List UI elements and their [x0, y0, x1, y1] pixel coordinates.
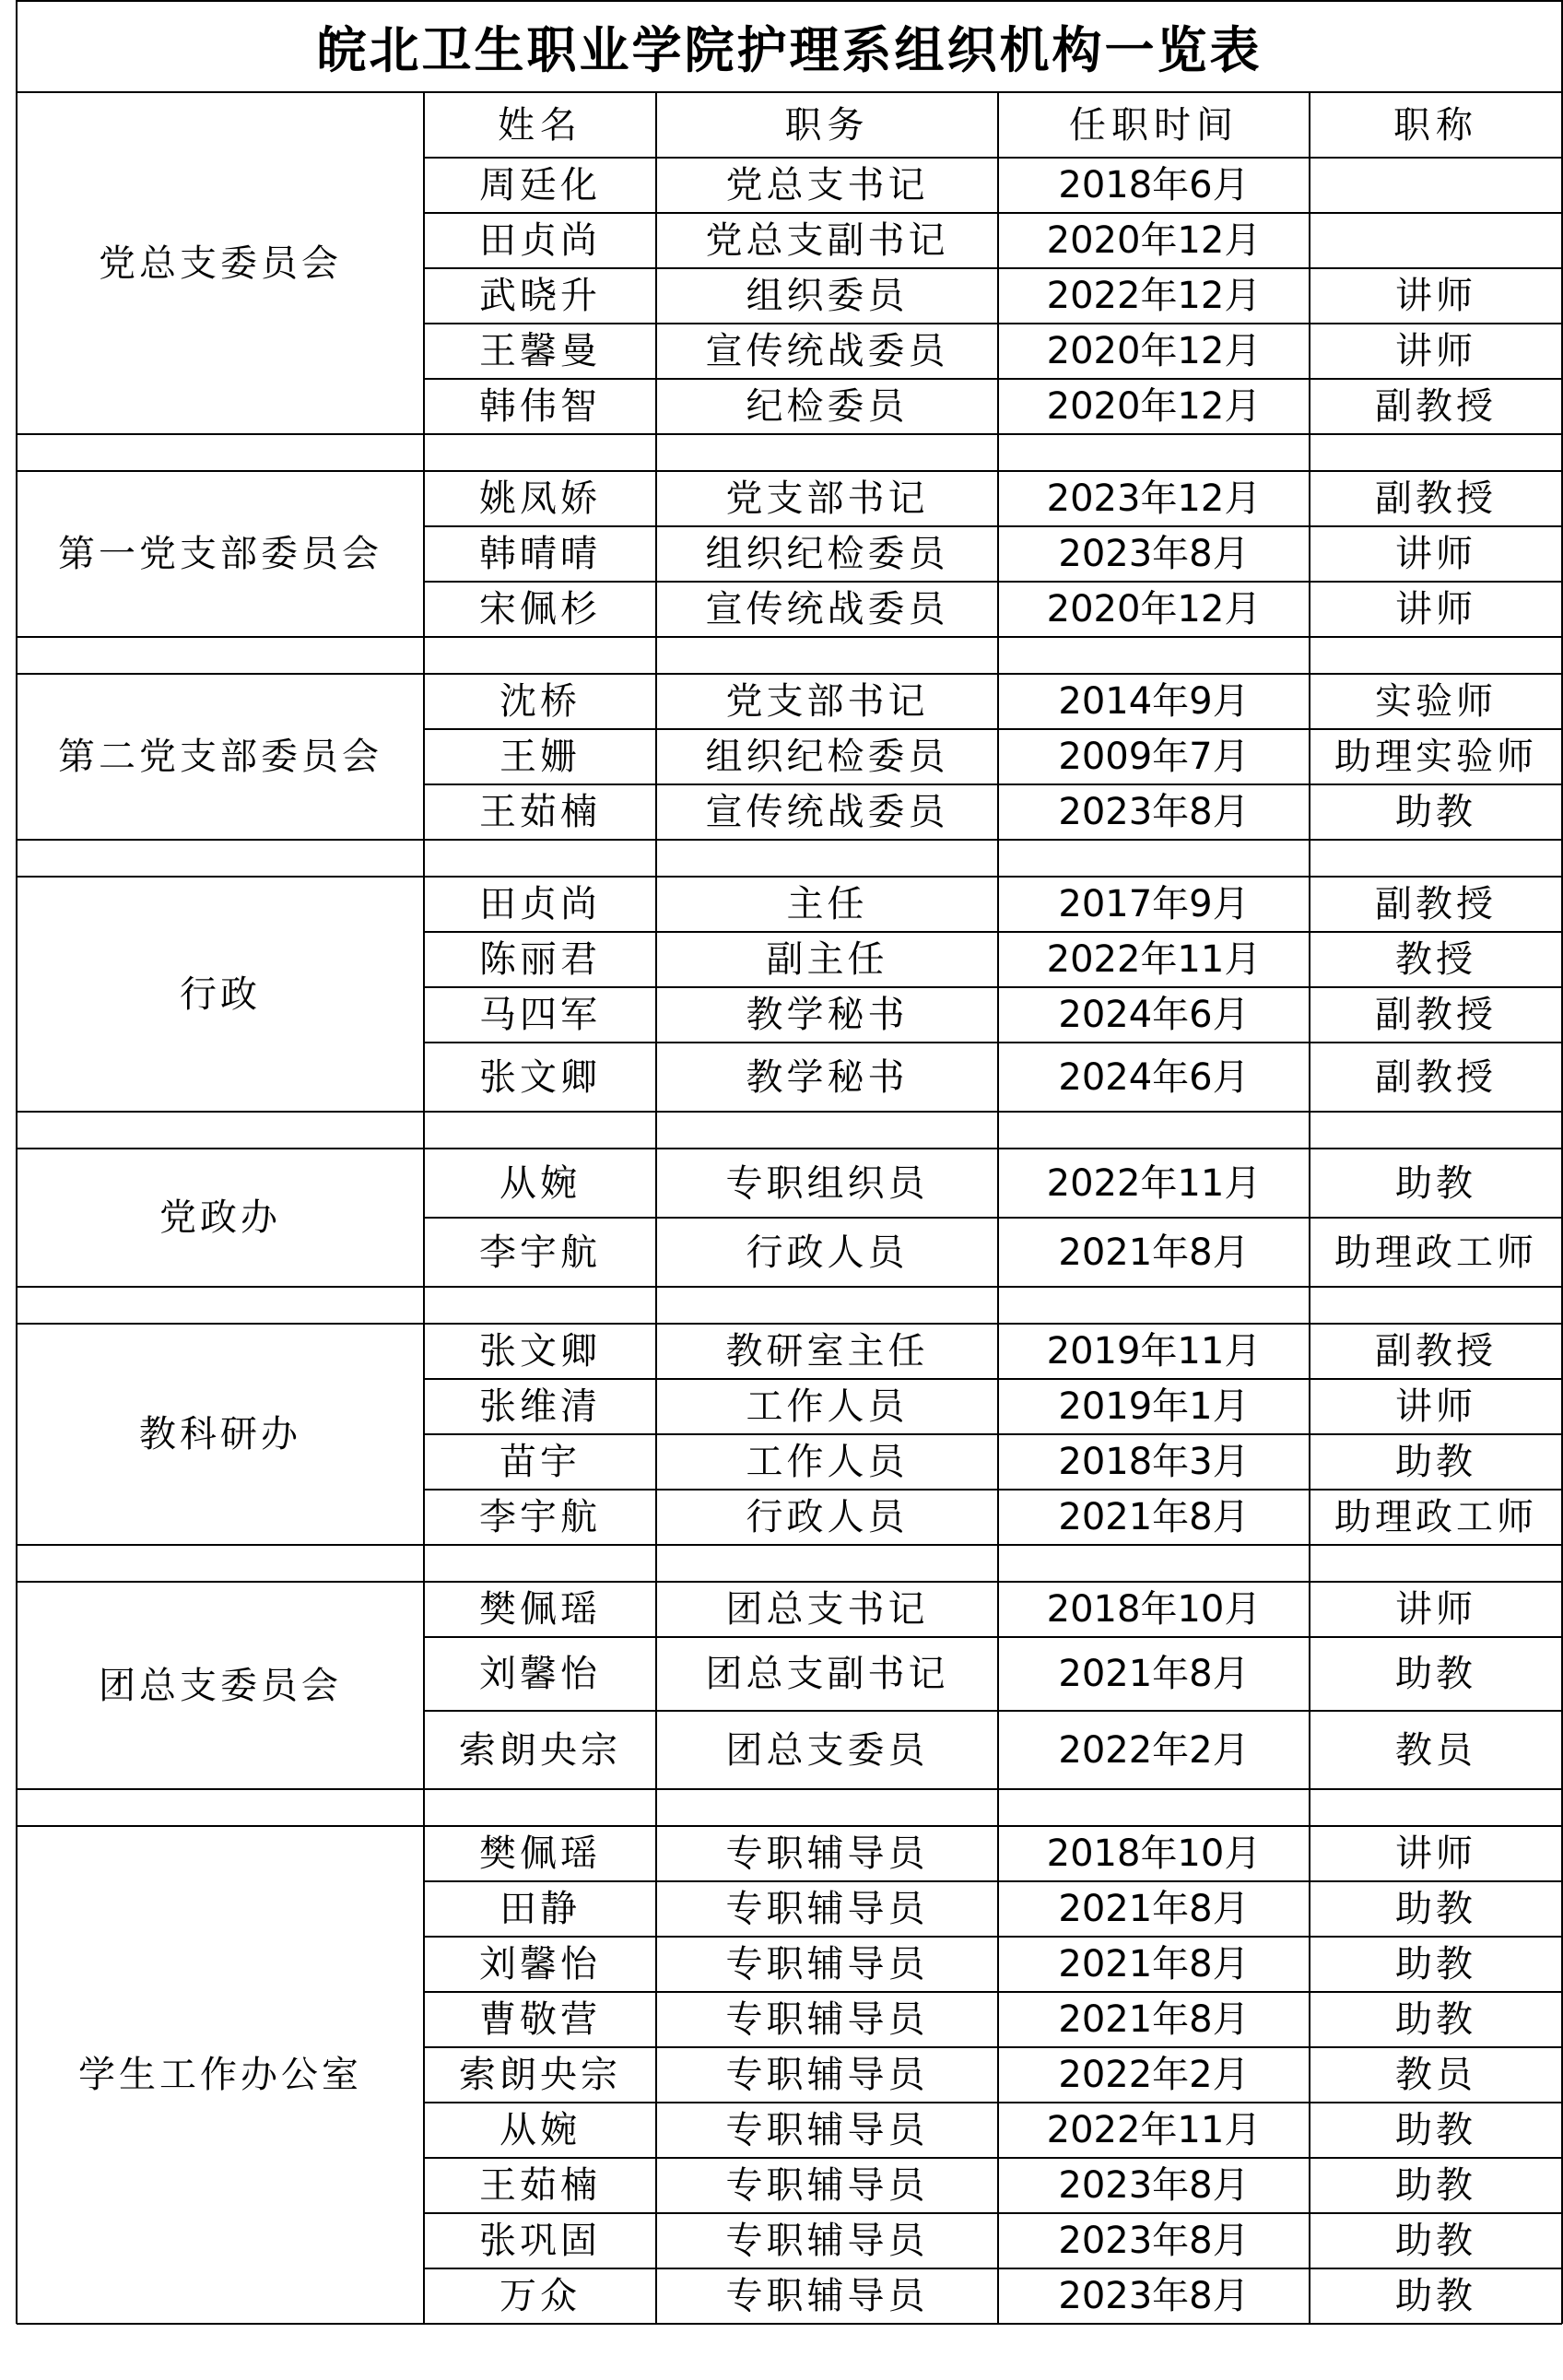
cell-position: 专职辅导员	[725, 1998, 929, 2041]
cell-name: 刘馨怡	[479, 1943, 601, 1985]
vertical-rule	[16, 1545, 18, 1582]
cell-tenure: 2014年9月	[1058, 680, 1250, 723]
cell-rank: 助教	[1395, 2275, 1476, 2317]
group-label: 党政办	[159, 1196, 281, 1239]
vertical-rule	[423, 840, 425, 877]
cell-tenure: 2023年8月	[1058, 533, 1250, 575]
vertical-rule	[655, 1826, 657, 2324]
cell-rank: 副教授	[1375, 1055, 1497, 1099]
cell-name: 张文卿	[479, 1055, 601, 1099]
vertical-rule	[16, 1149, 18, 1287]
cell-name: 张文卿	[479, 1330, 601, 1373]
cell-name: 李宇航	[479, 1231, 601, 1274]
cell-position: 专职辅导员	[725, 2275, 929, 2317]
vertical-rule	[655, 1582, 657, 1789]
cell-name: 田静	[499, 1888, 581, 1930]
cell-rank: 副教授	[1375, 1330, 1497, 1373]
cell-name: 姚凤娇	[479, 477, 601, 520]
cell-position: 教学秘书	[746, 994, 909, 1036]
vertical-rule	[16, 92, 18, 434]
cell-name: 樊佩瑶	[479, 1832, 601, 1875]
group-label: 学生工作办公室	[78, 2054, 362, 2096]
cell-position: 组织纪检委员	[705, 533, 949, 575]
cell-rank: 副教授	[1375, 883, 1497, 925]
cell-name: 刘馨怡	[479, 1653, 601, 1695]
vertical-rule	[16, 434, 18, 471]
vertical-rule	[655, 92, 657, 434]
cell-rank: 教授	[1395, 938, 1476, 981]
cell-rank: 助教	[1395, 2220, 1476, 2262]
cell-name: 索朗央宗	[459, 1728, 621, 1772]
cell-tenure: 2022年11月	[1046, 1161, 1262, 1205]
vertical-rule	[423, 1582, 425, 1789]
cell-position: 宣传统战委员	[705, 588, 949, 630]
cell-position: 工作人员	[746, 1441, 909, 1483]
vertical-rule	[1309, 92, 1310, 434]
cell-rank: 助教	[1395, 2164, 1476, 2207]
cell-tenure: 2024年6月	[1058, 1055, 1250, 1099]
horizontal-rule	[17, 1286, 1562, 1288]
vertical-rule	[16, 1112, 18, 1149]
vertical-rule	[997, 637, 999, 674]
cell-rank	[1310, 213, 1562, 268]
cell-position: 组织纪检委员	[705, 736, 949, 778]
cell-tenure: 2022年12月	[1046, 275, 1262, 317]
cell-rank: 助教	[1395, 791, 1476, 833]
vertical-rule	[655, 1149, 657, 1287]
cell-position: 专职辅导员	[725, 1832, 929, 1875]
vertical-rule	[1309, 1149, 1310, 1287]
cell-name: 王茹楠	[479, 2164, 601, 2207]
vertical-rule	[16, 840, 18, 877]
vertical-rule	[16, 1582, 18, 1789]
cell-position: 专职辅导员	[725, 2220, 929, 2262]
cell-position: 团总支副书记	[705, 1653, 949, 1695]
horizontal-rule	[17, 839, 1562, 841]
vertical-rule	[423, 1789, 425, 1826]
vertical-rule	[1309, 1324, 1310, 1545]
header-tenure: 任职时间	[1069, 103, 1239, 147]
vertical-rule	[1309, 840, 1310, 877]
vertical-rule	[997, 1324, 999, 1545]
cell-tenure: 2020年12月	[1046, 588, 1262, 630]
vertical-rule	[423, 1324, 425, 1545]
cell-position: 党支部书记	[725, 680, 929, 723]
vertical-rule	[16, 877, 18, 1112]
vertical-rule	[655, 434, 657, 471]
vertical-rule	[997, 877, 999, 1112]
cell-rank: 助教	[1395, 2109, 1476, 2151]
cell-position: 团总支书记	[725, 1588, 929, 1631]
cell-tenure: 2023年8月	[1058, 2220, 1250, 2262]
cell-name: 苗宇	[499, 1441, 581, 1483]
header-rank: 职称	[1393, 103, 1478, 147]
cell-position: 教研室主任	[725, 1330, 929, 1373]
cell-name: 宋佩杉	[479, 588, 601, 630]
vertical-rule	[655, 840, 657, 877]
vertical-rule	[655, 1545, 657, 1582]
vertical-rule	[16, 1287, 18, 1324]
horizontal-rule	[17, 433, 1562, 435]
cell-rank: 助理实验师	[1334, 736, 1537, 778]
vertical-rule	[997, 471, 999, 637]
vertical-rule	[655, 1789, 657, 1826]
horizontal-rule	[17, 0, 1562, 2]
vertical-rule	[1309, 1287, 1310, 1324]
cell-rank: 助理政工师	[1334, 1496, 1537, 1538]
vertical-rule	[423, 1112, 425, 1149]
header-name: 姓名	[498, 103, 582, 147]
cell-rank: 助教	[1395, 1943, 1476, 1985]
vertical-rule	[1309, 1789, 1310, 1826]
cell-tenure: 2017年9月	[1058, 883, 1250, 925]
horizontal-rule	[17, 2323, 1562, 2325]
cell-tenure: 2009年7月	[1058, 736, 1250, 778]
vertical-rule	[16, 637, 18, 674]
cell-rank: 助教	[1395, 1441, 1476, 1483]
cell-rank: 讲师	[1395, 330, 1476, 372]
vertical-rule	[1309, 1582, 1310, 1789]
cell-name: 王茹楠	[479, 791, 601, 833]
cell-tenure: 2023年8月	[1058, 2164, 1250, 2207]
cell-rank: 讲师	[1395, 588, 1476, 630]
header-position: 职务	[784, 103, 870, 147]
cell-name: 田贞尚	[479, 883, 601, 925]
cell-position: 副主任	[766, 938, 888, 981]
vertical-rule	[423, 637, 425, 674]
cell-rank: 讲师	[1395, 1588, 1476, 1631]
cell-rank: 教员	[1395, 2054, 1476, 2096]
cell-tenure: 2024年6月	[1058, 994, 1250, 1036]
cell-position: 行政人员	[746, 1496, 909, 1538]
cell-tenure: 2021年8月	[1058, 1231, 1250, 1274]
vertical-rule	[423, 92, 425, 434]
vertical-rule	[997, 1789, 999, 1826]
cell-position: 党支部书记	[725, 477, 929, 520]
cell-rank: 实验师	[1375, 680, 1497, 723]
group-label: 行政	[180, 972, 261, 1016]
group-label: 教科研办	[139, 1413, 301, 1455]
vertical-rule	[655, 471, 657, 637]
vertical-rule	[997, 434, 999, 471]
vertical-rule	[655, 1324, 657, 1545]
vertical-rule	[16, 674, 18, 840]
cell-tenure: 2019年1月	[1058, 1385, 1250, 1428]
vertical-rule	[16, 471, 18, 637]
cell-name: 田贞尚	[479, 219, 601, 262]
cell-rank: 助教	[1395, 1888, 1476, 1930]
vertical-rule	[423, 434, 425, 471]
vertical-rule	[655, 877, 657, 1112]
cell-tenure: 2021年8月	[1058, 1998, 1250, 2041]
vertical-rule	[16, 0, 18, 92]
cell-name: 王馨曼	[479, 330, 601, 372]
cell-rank: 讲师	[1395, 275, 1476, 317]
vertical-rule	[997, 840, 999, 877]
group-label: 党总支委员会	[99, 242, 342, 285]
cell-tenure: 2023年8月	[1058, 2275, 1250, 2317]
vertical-rule	[423, 1826, 425, 2324]
cell-tenure: 2018年3月	[1058, 1441, 1250, 1483]
vertical-rule	[997, 674, 999, 840]
cell-tenure: 2023年8月	[1058, 791, 1250, 833]
cell-tenure: 2020年12月	[1046, 330, 1262, 372]
group-label: 团总支委员会	[99, 1664, 342, 1707]
vertical-rule	[16, 1826, 18, 2324]
cell-name: 张巩固	[479, 2220, 601, 2262]
cell-rank: 助理政工师	[1334, 1231, 1537, 1274]
cell-tenure: 2022年11月	[1046, 938, 1262, 981]
cell-rank: 副教授	[1375, 477, 1497, 520]
horizontal-rule	[17, 1111, 1562, 1113]
cell-name: 武晓升	[479, 275, 601, 317]
cell-name: 韩晴晴	[479, 533, 601, 575]
cell-name: 陈丽君	[479, 938, 601, 981]
cell-name: 樊佩瑶	[479, 1588, 601, 1631]
vertical-rule	[16, 1789, 18, 1826]
cell-rank: 助教	[1395, 1653, 1476, 1695]
vertical-rule	[997, 1826, 999, 2324]
vertical-rule	[1309, 1826, 1310, 2324]
vertical-rule	[997, 1112, 999, 1149]
cell-tenure: 2021年8月	[1058, 1943, 1250, 1985]
cell-tenure: 2021年8月	[1058, 1653, 1250, 1695]
cell-rank	[1310, 158, 1562, 213]
vertical-rule	[655, 1112, 657, 1149]
vertical-rule	[1309, 1545, 1310, 1582]
cell-name: 马四军	[479, 994, 601, 1036]
cell-name: 从婉	[499, 1161, 581, 1205]
cell-position: 党总支书记	[725, 164, 929, 206]
cell-name: 李宇航	[479, 1496, 601, 1538]
cell-rank: 副教授	[1375, 994, 1497, 1036]
cell-position: 工作人员	[746, 1385, 909, 1428]
group-label: 第一党支部委员会	[58, 533, 382, 575]
cell-position: 行政人员	[746, 1231, 909, 1274]
cell-rank: 讲师	[1395, 1385, 1476, 1428]
vertical-rule	[1309, 434, 1310, 471]
cell-tenure: 2021年8月	[1058, 1496, 1250, 1538]
cell-tenure: 2020年12月	[1046, 219, 1262, 262]
vertical-rule	[1309, 877, 1310, 1112]
cell-rank: 副教授	[1375, 385, 1497, 428]
cell-rank: 教员	[1395, 1728, 1476, 1772]
vertical-rule	[997, 1545, 999, 1582]
vertical-rule	[997, 92, 999, 434]
cell-tenure: 2022年2月	[1058, 2054, 1250, 2096]
cell-position: 主任	[786, 883, 868, 925]
cell-tenure: 2018年10月	[1046, 1832, 1262, 1875]
cell-rank: 助教	[1395, 1998, 1476, 2041]
cell-name: 王姗	[499, 736, 581, 778]
horizontal-rule	[17, 1788, 1562, 1790]
cell-tenure: 2022年2月	[1058, 1728, 1250, 1772]
vertical-rule	[423, 1149, 425, 1287]
horizontal-rule	[17, 1544, 1562, 1546]
cell-name: 周廷化	[479, 164, 601, 206]
cell-tenure: 2023年12月	[1046, 477, 1262, 520]
horizontal-rule	[17, 636, 1562, 638]
vertical-rule	[1309, 1112, 1310, 1149]
vertical-rule	[16, 1324, 18, 1545]
vertical-rule	[997, 1287, 999, 1324]
cell-position: 专职辅导员	[725, 2109, 929, 2151]
cell-tenure: 2021年8月	[1058, 1888, 1250, 1930]
cell-tenure: 2018年6月	[1058, 164, 1250, 206]
cell-position: 团总支委员	[725, 1728, 929, 1772]
cell-name: 张维清	[479, 1385, 601, 1428]
cell-position: 专职辅导员	[725, 2164, 929, 2207]
cell-rank: 讲师	[1395, 533, 1476, 575]
vertical-rule	[423, 1287, 425, 1324]
vertical-rule	[655, 674, 657, 840]
vertical-rule	[1309, 471, 1310, 637]
cell-name: 从婉	[499, 2109, 581, 2151]
cell-rank: 讲师	[1395, 1832, 1476, 1875]
vertical-rule	[423, 1545, 425, 1582]
cell-rank: 助教	[1395, 1161, 1476, 1205]
vertical-rule	[997, 1149, 999, 1287]
cell-position: 专职辅导员	[725, 2054, 929, 2096]
cell-name: 沈桥	[499, 680, 581, 723]
vertical-rule	[423, 674, 425, 840]
cell-tenure: 2019年11月	[1046, 1330, 1262, 1373]
vertical-rule	[423, 471, 425, 637]
cell-position: 组织委员	[746, 275, 909, 317]
cell-name: 万众	[499, 2275, 581, 2317]
cell-name: 曹敬营	[479, 1998, 601, 2041]
cell-name: 索朗央宗	[459, 2054, 621, 2096]
cell-tenure: 2020年12月	[1046, 385, 1262, 428]
vertical-rule	[997, 1582, 999, 1789]
cell-position: 教学秘书	[746, 1055, 909, 1099]
group-label: 第二党支部委员会	[58, 736, 382, 778]
cell-tenure: 2018年10月	[1046, 1588, 1262, 1631]
vertical-rule	[655, 637, 657, 674]
vertical-rule	[1309, 637, 1310, 674]
cell-position: 纪检委员	[746, 385, 909, 428]
cell-tenure: 2022年11月	[1046, 2109, 1262, 2151]
cell-position: 宣传统战委员	[705, 791, 949, 833]
vertical-rule	[423, 877, 425, 1112]
cell-position: 专职组织员	[725, 1161, 929, 1205]
vertical-rule	[1309, 674, 1310, 840]
cell-position: 党总支副书记	[705, 219, 949, 262]
cell-position: 专职辅导员	[725, 1943, 929, 1985]
cell-position: 宣传统战委员	[705, 330, 949, 372]
cell-name: 韩伟智	[479, 385, 601, 428]
table-title: 皖北卫生职业学院护理系组织机构一览表	[316, 20, 1263, 79]
vertical-rule	[655, 1287, 657, 1324]
cell-position: 专职辅导员	[725, 1888, 929, 1930]
